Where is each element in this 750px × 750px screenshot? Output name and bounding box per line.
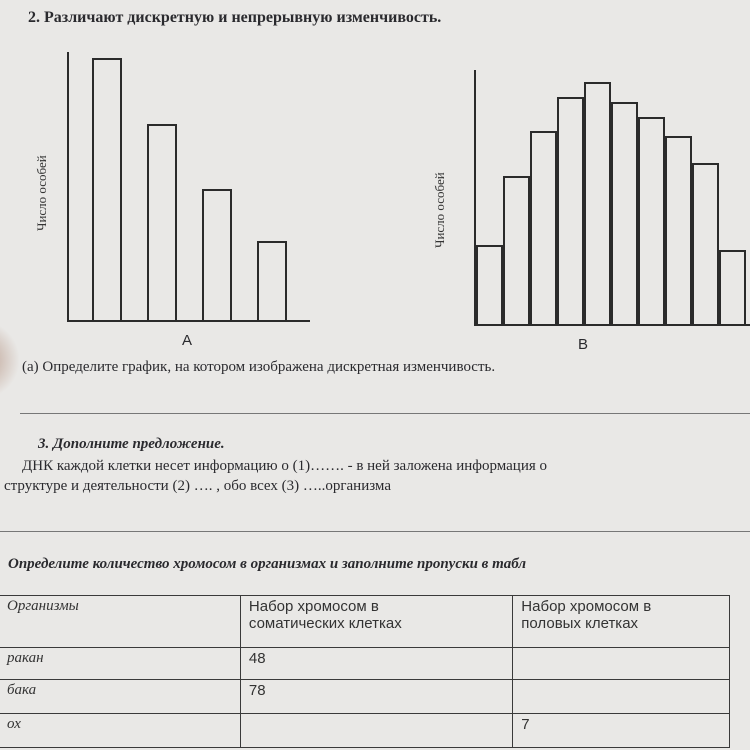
header-somatic-line2: соматических клетках — [248, 615, 402, 632]
table-cell: 48 — [240, 648, 512, 680]
chart-bar — [719, 250, 746, 324]
divider-2 — [0, 531, 750, 532]
table-row — [0, 714, 730, 748]
table-row — [0, 648, 730, 680]
finger-shadow — [0, 320, 20, 400]
question-4-title: Определите количество хромосом в организмах и заполните пропуски в табл — [8, 556, 527, 572]
table-cell — [0, 648, 240, 680]
chart-bar — [665, 136, 692, 324]
chart-bar — [92, 58, 122, 320]
divider-1 — [20, 413, 750, 414]
table-cell — [0, 714, 240, 748]
question-3-title: 3. Дополните предложение. — [38, 436, 225, 452]
chart-bar — [530, 131, 557, 324]
table-cell — [0, 680, 240, 714]
cell-text: ракан — [7, 650, 44, 666]
chart-b-ylabel: Число особей — [432, 172, 447, 248]
table-row — [0, 680, 730, 714]
chart-bar — [257, 241, 287, 320]
chart-b-x-axis — [474, 324, 750, 326]
table-header-somatic — [240, 596, 512, 648]
header-organisms-text: Организмы — [7, 598, 79, 614]
table-header-organisms — [0, 596, 240, 648]
chart-a-label: A — [182, 332, 193, 349]
chart-bar — [638, 117, 665, 324]
chart-bar — [611, 102, 638, 324]
chart-a-x-axis — [67, 320, 310, 322]
question-2a: (а) Определите график, на котором изображена дискретная изменчивость. — [22, 359, 496, 375]
table-cell: 7 — [513, 714, 730, 748]
chart-b-label: B — [578, 336, 589, 353]
chart-a-y-axis — [67, 52, 69, 322]
chart-bar — [503, 176, 530, 324]
table-header-sex — [513, 596, 730, 648]
table-cell-input[interactable] — [513, 680, 730, 714]
cell-text: бака — [7, 682, 37, 698]
chart-bar — [476, 245, 503, 324]
chart-bar — [147, 124, 177, 321]
header-somatic-line1: Набор хромосом в — [248, 598, 379, 615]
question-2-title: 2. Различают дискретную и непрерывную изменчивость. — [28, 9, 442, 26]
table-cell-input[interactable] — [513, 648, 730, 680]
chart-bar — [202, 189, 232, 320]
header-sex-line1: Набор хромосом в — [521, 598, 652, 615]
question-3-line-2: структуре и деятельности (2) …. , обо всех (3) …..организма — [4, 478, 391, 494]
table-cell: 78 — [240, 680, 512, 714]
cell-text: ох — [7, 716, 21, 732]
table-header-row — [0, 596, 730, 648]
chart-a-ylabel: Число особей — [34, 155, 49, 231]
header-sex-line2: половых клетках — [521, 615, 639, 632]
question-3-line-1: ДНК каждой клетки несет информацию о (1)……. - в ней заложена информация о — [22, 458, 547, 474]
chromosome-table — [0, 595, 730, 748]
table-cell-input[interactable] — [240, 714, 512, 748]
chart-bar — [557, 97, 584, 324]
chart-bar — [584, 82, 611, 324]
chart-bar — [692, 163, 719, 324]
